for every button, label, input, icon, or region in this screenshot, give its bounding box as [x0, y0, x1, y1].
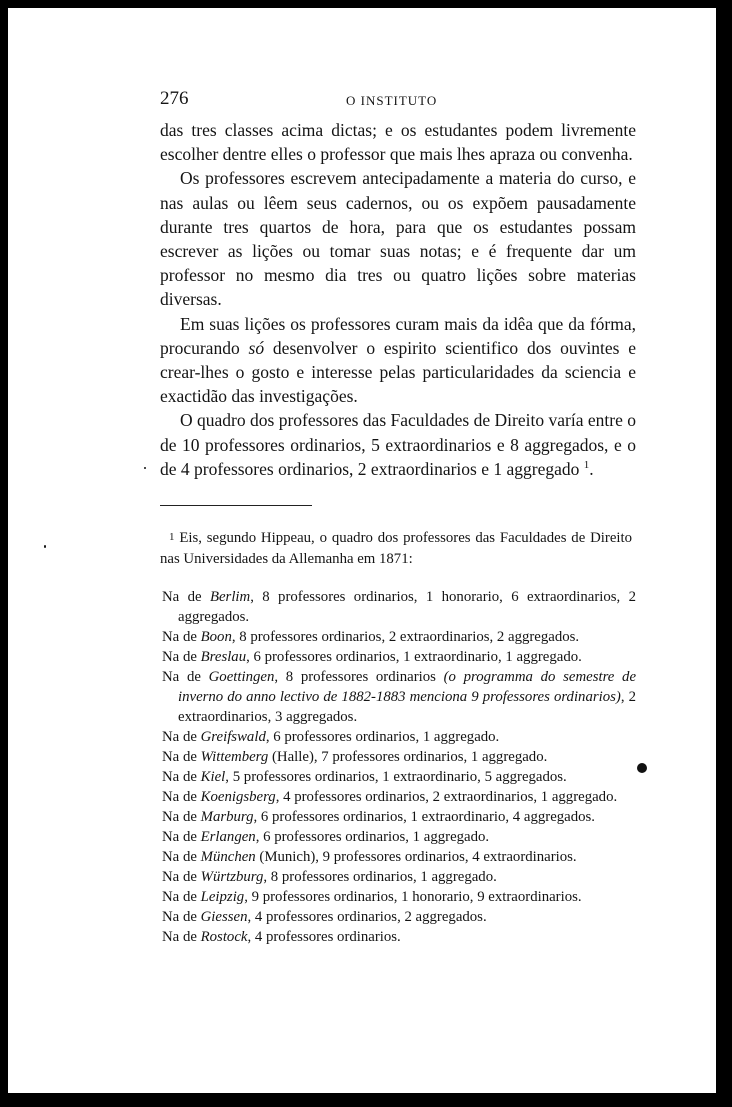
- entry-city: Marburg: [200, 809, 254, 826]
- page-content: [160, 88, 636, 947]
- entry-text: (Munich), 9 professores ordinarios, 4 extraordinarios.: [255, 849, 577, 866]
- footnote-rule: [160, 505, 312, 506]
- entry-city: Erlangen: [200, 829, 256, 846]
- footnote-reference: 1: [583, 459, 590, 472]
- footnote-entry: [162, 667, 636, 727]
- entry-text: , 4 professores ordinarios, 2 extraordinarios, 1 aggregado.: [275, 789, 618, 806]
- entry-prefix: Na de: [162, 849, 201, 866]
- footnote-entry: [162, 647, 636, 667]
- entry-text: , 9 professores ordinarios, 1 honorario, 9 extraordinarios.: [244, 889, 582, 906]
- entry-text: (Halle), 7 professores ordinarios, 1 aggregado.: [268, 749, 548, 766]
- footnote-entry: [162, 747, 636, 767]
- entry-city: Breslau: [200, 649, 247, 666]
- entry-prefix: Na de: [162, 929, 201, 946]
- footnote-entry: [162, 887, 636, 907]
- entry-text: , 8 professores ordinarios, 1 aggregado.: [263, 869, 497, 886]
- entry-text: , 8 professores ordinarios: [274, 669, 444, 686]
- running-head: [160, 88, 636, 112]
- entry-city: Wittemberg: [200, 749, 269, 766]
- body-text: [160, 118, 636, 481]
- page-number: 276: [160, 88, 189, 109]
- entry-city: Koenigsberg: [200, 789, 276, 806]
- entry-prefix: Na de: [162, 869, 201, 886]
- entry-city: Goettingen: [208, 669, 275, 686]
- entry-prefix: Na de: [162, 669, 209, 686]
- paragraph-4-end: .: [589, 458, 594, 479]
- entry-city: Leipzig: [200, 889, 245, 906]
- entry-prefix: Na de: [162, 769, 201, 786]
- ink-speck: [144, 467, 146, 469]
- entry-city: Greifswald: [200, 729, 266, 746]
- entry-city: Kiel: [200, 769, 226, 786]
- entry-text: , 8 professores ordinarios, 2 extraordinarios, 2 aggregados.: [231, 629, 580, 646]
- footnote: [160, 528, 636, 947]
- entry-prefix: Na de: [162, 649, 201, 666]
- footnote-entry: [162, 907, 636, 927]
- entry-text: , 6 professores ordinarios, 1 extraordinario, 1 aggregado.: [246, 649, 582, 666]
- paragraph-3: [160, 312, 636, 409]
- paragraph-3-text-end: desenvolver o espirito scientifico dos ouvintes e crear-lhes o gosto e interesse pelas particularidades da sciencia e exactidão das investigações.: [160, 337, 636, 407]
- footnote-marker: 1: [169, 531, 175, 544]
- footnote-intro-text: Eis, segundo Hippeau, o quadro dos professores das Faculdades de Direito nas Universidades da Allemanha em 1871:: [160, 530, 633, 568]
- paragraph-3-italic: só: [248, 337, 265, 358]
- footnote-entry: [162, 807, 636, 827]
- footnote-entry: [162, 627, 636, 647]
- running-title: O INSTITUTO: [346, 93, 438, 108]
- entry-city: Boon: [200, 629, 232, 646]
- entry-city: Berlim: [209, 589, 251, 606]
- paragraph-2: Os professores escrevem antecipadamente a materia do curso, e nas aulas ou lêem seus cadernos, ou os expõem pausadamente durante tres quartos de hora, para que os estudantes possam escrever as lições ou tomar suas notas; e é frequente dar um professor no mesmo dia tres ou quatro lições sobre materias diversas.: [160, 168, 636, 310]
- footnote-entry: [162, 927, 636, 947]
- entry-prefix: Na de: [162, 749, 201, 766]
- paragraph-1: das tres classes acima dictas; e os estudantes podem livremente escolher dentre elles o professor que mais lhes apraza ou convenha.: [160, 120, 636, 165]
- footnote-entry: [162, 727, 636, 747]
- paragraph-4-text: O quadro dos professores das Faculdades de Direito varía entre o de 10 professores ordinarios, 5 extraordinarios e 8 aggregados, e o de 4 professores ordinarios, 2 extraordinarios e 1 aggregado: [160, 410, 636, 479]
- footnote-entry: [162, 767, 636, 787]
- footnote-entry: [162, 587, 636, 627]
- entry-prefix: Na de: [162, 809, 201, 826]
- footnote-entry: [162, 827, 636, 847]
- footnote-entry: [162, 787, 636, 807]
- entry-text: , 8 professores ordinarios, 1 honorario, 6 extraordinarios, 2 aggregados.: [178, 589, 636, 626]
- ink-speck: [637, 763, 647, 773]
- entry-note: (o programma do semestre de inverno do anno lectivo de 1882-1883 menciona 9 professores ordinarios): [178, 669, 637, 706]
- paragraph-4: [160, 408, 636, 481]
- entry-text: , 6 professores ordinarios, 1 aggregado.: [265, 729, 500, 746]
- entry-prefix: Na de: [162, 829, 201, 846]
- entry-prefix: Na de: [162, 589, 210, 606]
- ink-speck: [44, 545, 46, 548]
- entry-prefix: Na de: [162, 909, 201, 926]
- footnote-entries: [160, 587, 636, 947]
- footnote-intro: [160, 528, 636, 569]
- entry-prefix: Na de: [162, 629, 201, 646]
- entry-text: , 4 professores ordinarios, 2 aggregados.: [247, 909, 487, 926]
- entry-prefix: Na de: [162, 889, 201, 906]
- paragraph-3-text: Em suas lições os professores curam mais da idêa que da fórma, procurando: [160, 313, 636, 358]
- entry-text: , 6 professores ordinarios, 1 aggregado.: [255, 829, 490, 846]
- footnote-entry: [162, 847, 636, 867]
- entry-text-end: , 2 extraordinarios, 3 aggregados.: [178, 689, 637, 726]
- entry-prefix: Na de: [162, 789, 201, 806]
- entry-city: München: [200, 849, 256, 866]
- footnote-entry: [162, 867, 636, 887]
- entry-text: , 5 professores ordinarios, 1 extraordinario, 5 aggregados.: [225, 769, 567, 786]
- entry-city: Würtzburg: [200, 869, 264, 886]
- entry-city: Giessen: [200, 909, 248, 926]
- entry-text: , 6 professores ordinarios, 1 extraordinario, 4 aggregados.: [253, 809, 595, 826]
- entry-city: Rostock: [200, 929, 248, 946]
- entry-prefix: Na de: [162, 729, 201, 746]
- entry-text: , 4 professores ordinarios.: [247, 929, 401, 946]
